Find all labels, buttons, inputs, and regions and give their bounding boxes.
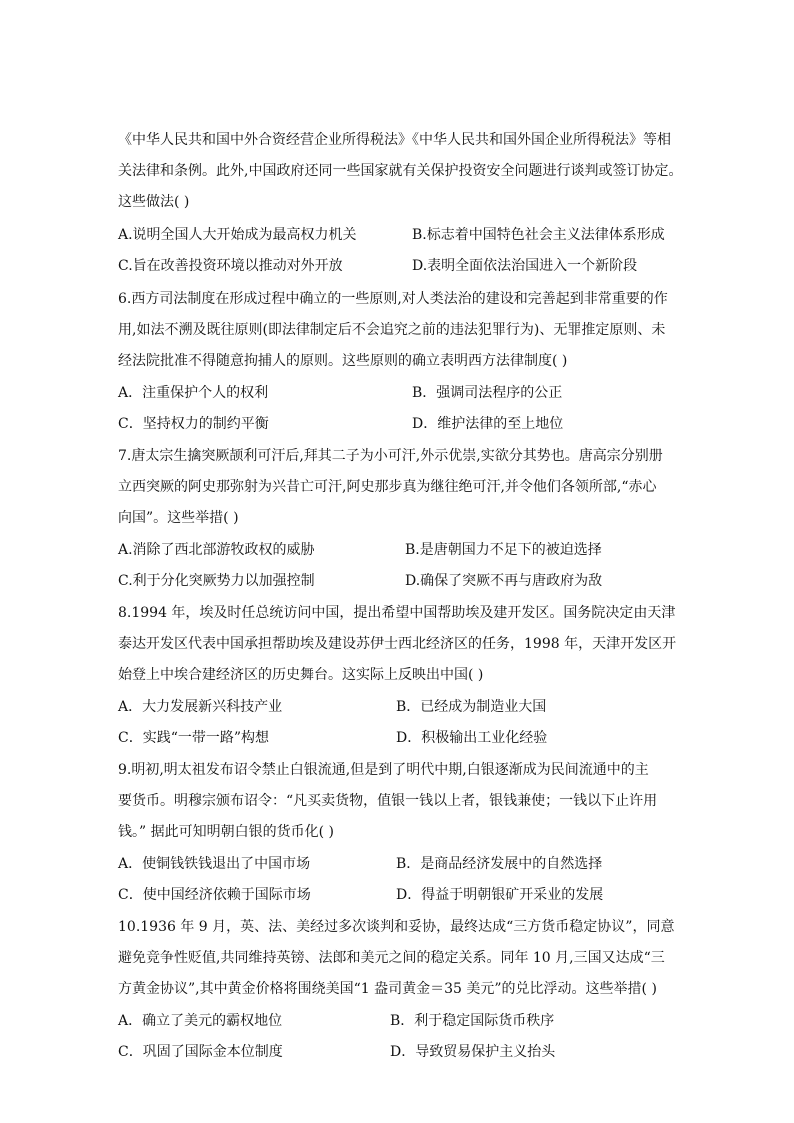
q6-line-2: 用,如法不溯及既往原则(即法律制定后不会追究之前的违法犯罪行为)、无罪推定原则、未 xyxy=(118,322,666,338)
q10-option-a[interactable]: A．确立了美元的霸权地位 xyxy=(118,1013,283,1029)
q8-line-2: 泰达开发区代表中国承担帮助埃及建设苏伊士西北经济区的任务，1998 年，天津开发区开 xyxy=(118,636,677,652)
q10-line-2: 避免竞争性贬值,共同维持英镑、法郎和美元之间的稳定关系。同年 10 月,三国又达成“三 xyxy=(118,950,665,966)
q9-line-3: 钱。” 据此可知明朝白银的货币化( ) xyxy=(118,824,334,840)
q10-option-d[interactable]: D．导致贸易保护主义抬头 xyxy=(390,1044,556,1060)
q10-option-b[interactable]: B．利于稳定国际货币秩序 xyxy=(390,1013,555,1029)
q10-line-1: 10.1936 年 9 月，英、法、美经过多次谈判和妥协，最终达成“三方货币稳定协议”，同意 xyxy=(118,919,675,935)
q6-option-c[interactable]: C．坚持权力的制约平衡 xyxy=(118,416,269,432)
q8-option-b[interactable]: B．已经成为制造业大国 xyxy=(396,699,547,715)
q7-option-a[interactable]: A.消除了西北部游牧政权的威胁 xyxy=(118,542,315,558)
q8-option-c[interactable]: C．实践“一带一路”构想 xyxy=(118,730,270,746)
q7-line-3: 向国”。这些举措( ) xyxy=(118,510,239,526)
q5-option-b[interactable]: B.标志着中国特色社会主义法律体系形成 xyxy=(412,227,665,243)
q9-line-1: 9.明初,明太祖发布诏令禁止白银流通,但是到了明代中期,白银逐渐成为民间流通中的主 xyxy=(118,762,649,778)
q9-option-b[interactable]: B．是商品经济发展中的自然选择 xyxy=(396,856,603,872)
q8-option-a[interactable]: A．大力发展新兴科技产业 xyxy=(118,699,283,715)
q6-option-a[interactable]: A．注重保护个人的权利 xyxy=(118,385,269,401)
q6-line-1: 6.西方司法制度在形成过程中确立的一些原则,对人类法治的建设和完善起到非常重要的作 xyxy=(118,291,668,307)
q5-option-a[interactable]: A.说明全国人大开始成为最高权力机关 xyxy=(118,227,357,243)
q9-line-2: 要货币。明穆宗颁布诏令：“凡买卖货物，值银一钱以上者，银钱兼使；一钱以下止许用 xyxy=(118,793,658,809)
q8-line-3: 始登上中埃合建经济区的历史舞台。这实际上反映出中国( ) xyxy=(118,667,484,683)
q7-line-2: 立西突厥的阿史那弥射为兴昔亡可汗,阿史那步真为继往绝可汗,并令他们各领所部,“赤心 xyxy=(118,479,657,495)
q7-line-1: 7.唐太宗生擒突厥颉利可汗后,拜其二子为小可汗,外示优崇,实欲分其势也。唐高宗分别册 xyxy=(118,448,663,464)
q6-option-d[interactable]: D．维护法律的至上地位 xyxy=(412,416,564,432)
q8-line-1: 8.1994 年，埃及时任总统访问中国，提出希望中国帮助埃及建开发区。国务院决定由天津 xyxy=(118,605,676,621)
q6-option-b[interactable]: B．强调司法程序的公正 xyxy=(412,385,563,401)
q5-option-d[interactable]: D.表明全面依法治国进入一个新阶段 xyxy=(412,258,638,274)
q9-option-c[interactable]: C．使中国经济依赖于国际市场 xyxy=(118,887,311,903)
q10-line-3: 方黄金协议”,其中黄金价格将围绕美国“1 盎司黄金＝35 美元”的兑比浮动。这些举措( ) xyxy=(118,981,657,997)
q9-option-d[interactable]: D．得益于明朝银矿开采业的发展 xyxy=(396,887,604,903)
q7-option-d[interactable]: D.确保了突厥不再与唐政府为敌 xyxy=(405,573,603,589)
q5-line-1: 《中华人民共和国中外合资经营企业所得税法》《中华人民共和国外国企业所得税法》等相 xyxy=(118,132,671,148)
q7-option-c[interactable]: C.利于分化突厥势力以加强控制 xyxy=(118,573,315,589)
q5-line-2: 关法律和条例。此外,中国政府还同一些国家就有关保护投资安全问题进行谈判或签订协定。 xyxy=(118,163,683,179)
q8-option-d[interactable]: D．积极输出工业化经验 xyxy=(396,730,548,746)
q9-option-a[interactable]: A．使铜钱铁钱退出了中国市场 xyxy=(118,856,311,872)
q6-line-3: 经法院批准不得随意拘捕人的原则。这些原则的确立表明西方法律制度( ) xyxy=(118,353,568,369)
q5-option-c[interactable]: C.旨在改善投资环境以推动对外开放 xyxy=(118,258,343,274)
q10-option-c[interactable]: C．巩固了国际金本位制度 xyxy=(118,1044,283,1060)
q7-option-b[interactable]: B.是唐朝国力不足下的被迫选择 xyxy=(405,542,602,558)
q5-line-3: 这些做法( ) xyxy=(118,194,190,210)
